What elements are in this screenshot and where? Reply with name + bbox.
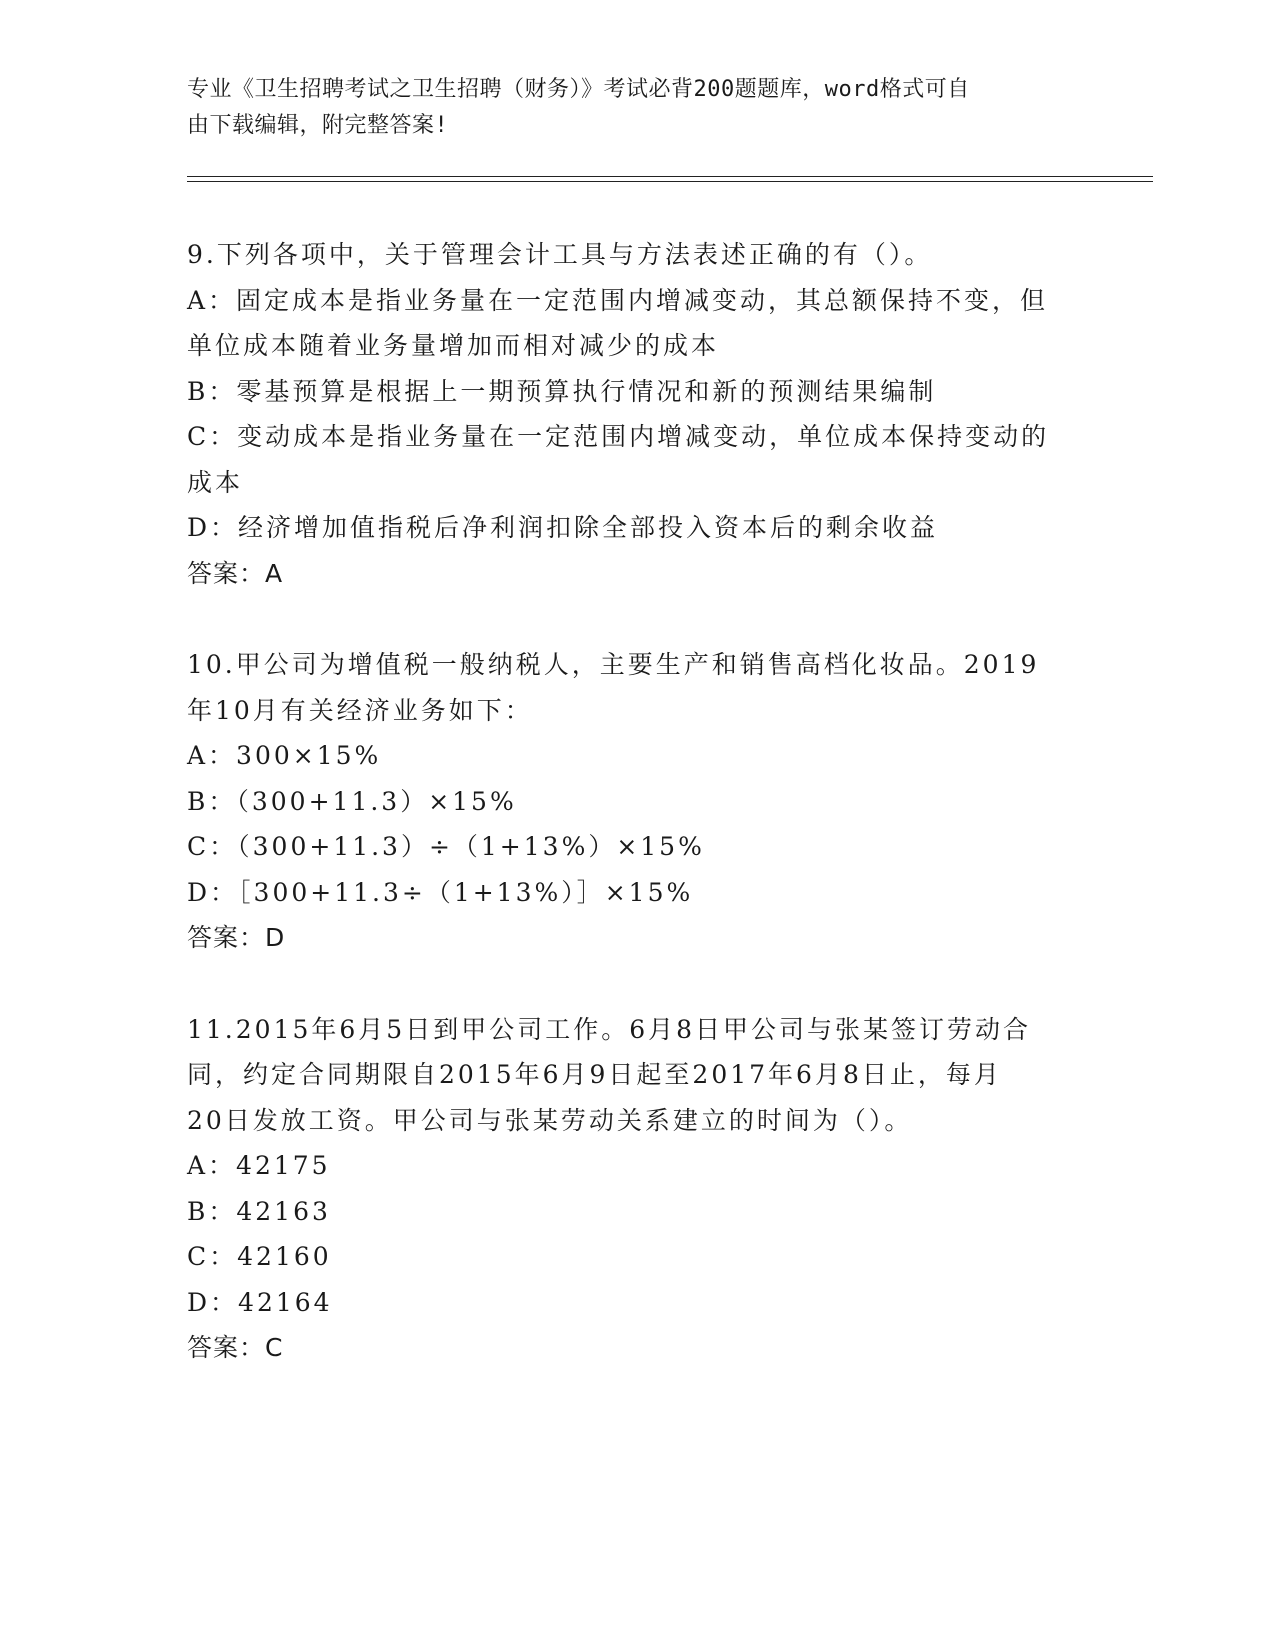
option-a-line: A：固定成本是指业务量在一定范围内增减变动，其总额保持不变，但	[187, 285, 1049, 315]
option-a-line: A：42175	[187, 1151, 331, 1180]
option-d-line: D：42164	[187, 1287, 333, 1317]
option-b-line: B：零基预算是根据上一期预算执行情况和新的预测结果编制	[187, 376, 937, 406]
question-stem-line: 10.甲公司为增值税一般纳税人，主要生产和销售高档化妆品。2019	[187, 650, 1040, 679]
document-header	[187, 72, 1067, 144]
question-9	[187, 232, 1087, 596]
question-stem-line: 同，约定合同期限自2015年6月9日起至2017年6月8日止，每月	[187, 1060, 1002, 1089]
option-c-line: C：42160	[187, 1242, 332, 1271]
option-c-line: 成本	[187, 467, 244, 497]
option-c-line: C：变动成本是指业务量在一定范围内增减变动，单位成本保持变动的	[187, 422, 1050, 451]
option-a-line: 单位成本随着业务量增加而相对减少的成本	[187, 331, 720, 360]
question-stem-line: 9.下列各项中，关于管理会计工具与方法表述正确的有（）。	[187, 240, 933, 269]
option-d-line: D：经济增加值指税后净利润扣除全部投入资本后的剩余收益	[187, 513, 939, 542]
header-divider-bottom	[187, 181, 1153, 182]
question-stem-line: 年10月有关经济业务如下：	[187, 695, 533, 725]
option-c-line: C：（300+11.3）÷（1+13%）×15%	[187, 832, 705, 861]
option-b-line: B：42163	[187, 1196, 331, 1226]
option-d-line: D：［300+11.3÷（1+13%）］×15%	[187, 877, 694, 907]
question-list	[187, 232, 1087, 1417]
answer-label: 答案：D	[187, 923, 286, 952]
header-divider-top	[187, 176, 1153, 177]
question-stem-line: 11.2015年6月5日到甲公司工作。6月8日甲公司与张某签订劳动合	[187, 1014, 1032, 1044]
header-line-1: 专业《卫生招聘考试之卫生招聘（财务）》考试必背200题题库，word格式可自	[187, 77, 970, 102]
option-a-line: A：300×15%	[187, 741, 382, 770]
question-stem-line: 20日发放工资。甲公司与张某劳动关系建立的时间为（）。	[187, 1105, 913, 1135]
question-10	[187, 642, 1087, 961]
option-b-line: B：（300+11.3）×15%	[187, 786, 517, 816]
question-11	[187, 1007, 1087, 1371]
answer-label: 答案：A	[187, 558, 284, 588]
header-line-2: 由下载编辑，附完整答案!	[187, 113, 449, 138]
answer-label: 答案：C	[187, 1333, 284, 1362]
